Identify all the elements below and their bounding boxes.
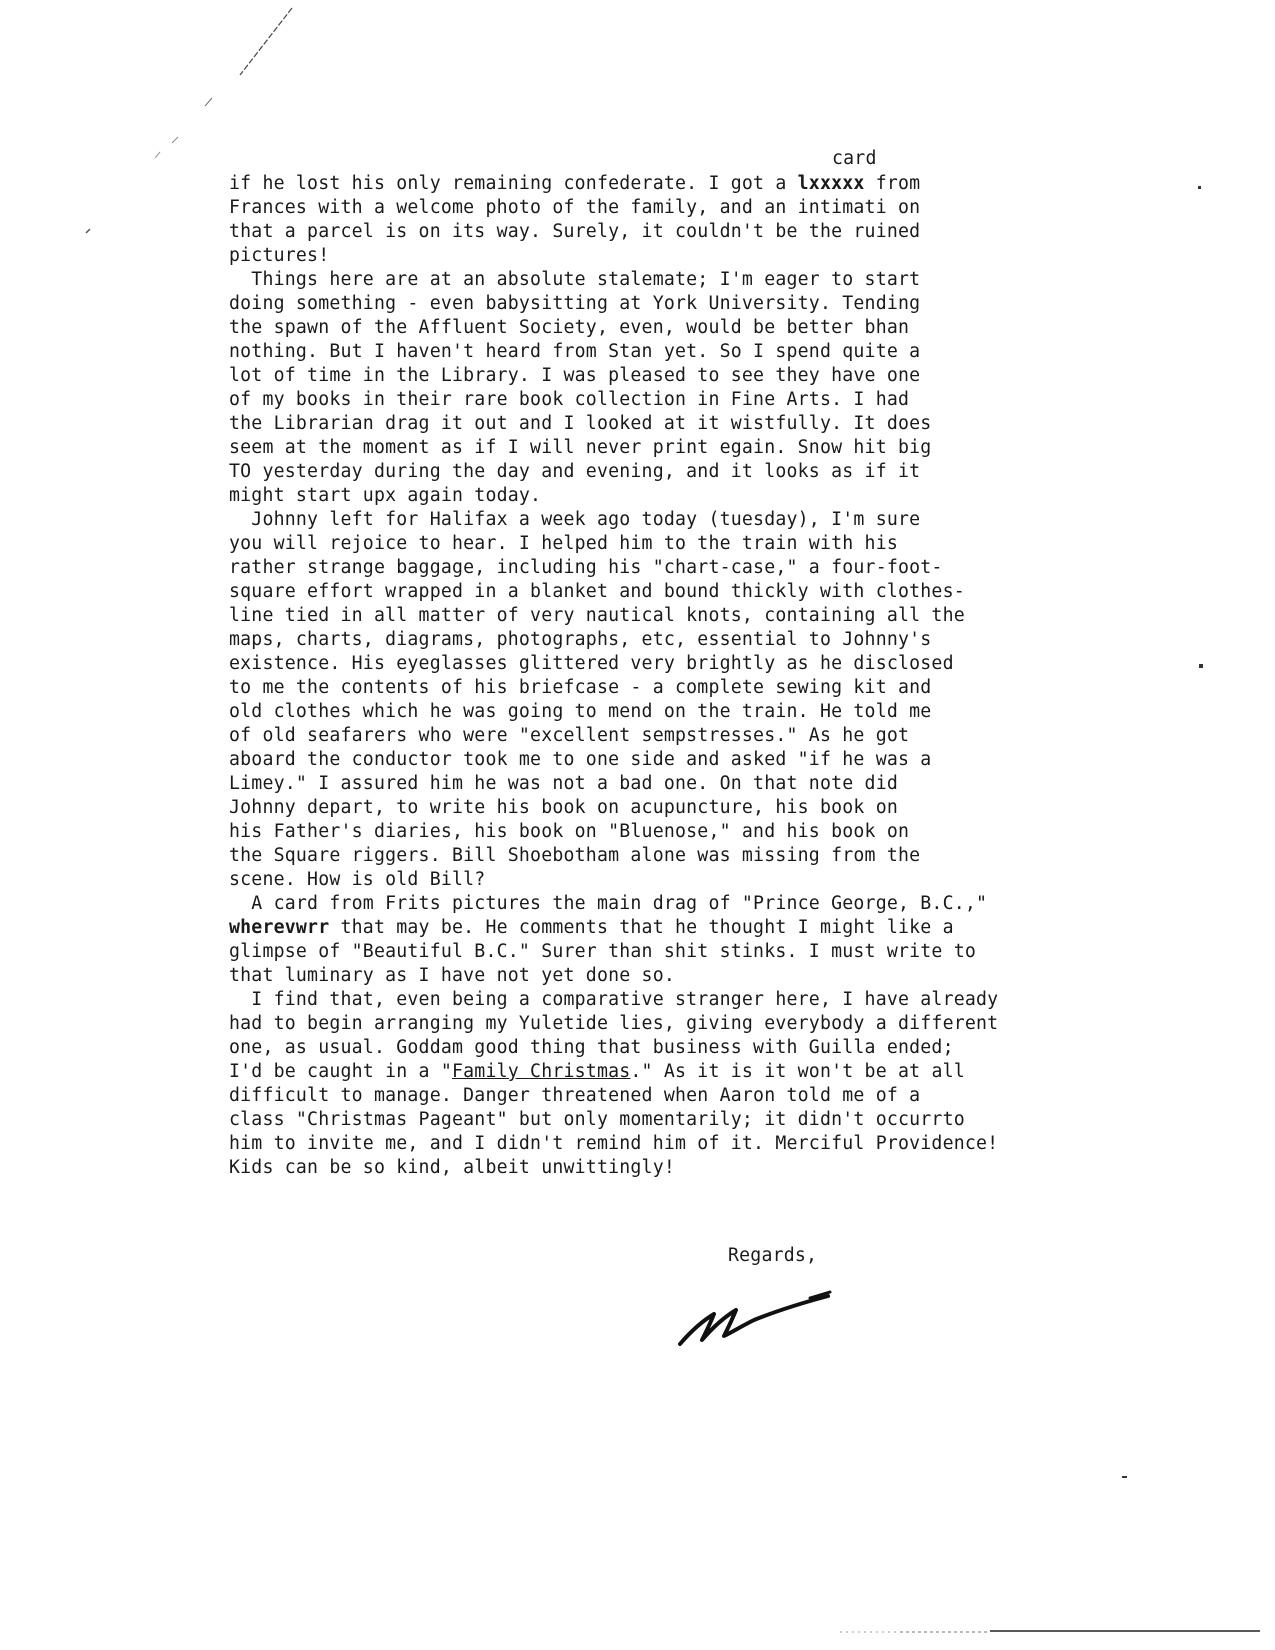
body-line: nothing. But I haven't heard from Stan yet. So I spend quite a <box>229 341 921 362</box>
struck-out-word: lxxxxx <box>797 173 865 194</box>
body-line: the spawn of the Affluent Society, even, would be better bhan <box>229 317 910 338</box>
body-line: had to begin arranging my Yuletide lies, giving everybody a different <box>229 1013 999 1034</box>
body-line: pictures! <box>229 245 330 266</box>
body-line: seem at the moment as if I will never print egain. Snow hit big <box>229 437 932 458</box>
body-line: I find that, even being a comparative stranger here, I have already <box>229 989 999 1010</box>
body-line: rather strange baggage, including his "chart-case," a four-foot- <box>229 557 943 578</box>
body-line: class "Christmas Pageant" but only momentarily; it didn't occurrto <box>229 1109 965 1130</box>
body-line: might start upx again today. <box>229 485 542 506</box>
body-line: Johnny depart, to write his book on acupuncture, his book on <box>229 797 898 818</box>
body-line: Limey." I assured him he was not a bad one. On that note did <box>229 773 898 794</box>
body-line: that a parcel is on its way. Surely, it couldn't be the ruined <box>229 221 921 242</box>
underlined-phrase: Family Christmas <box>452 1061 631 1082</box>
scan-edge-mark <box>840 1620 1260 1640</box>
body-line: maps, charts, diagrams, photographs, etc, essential to Johnny's <box>229 629 932 650</box>
margin-dot-bottom-right <box>1122 1476 1127 1478</box>
body-line: glimpse of "Beautiful B.C." Surer than shit stinks. I must write to <box>229 941 977 962</box>
body-line: Kids can be so kind, albeit unwittingly! <box>229 1157 675 1178</box>
body-line: you will rejoice to hear. I helped him to the train with his <box>229 533 898 554</box>
body-line: Things here are at an absolute stalemate; I'm eager to start <box>229 269 921 290</box>
body-line: square effort wrapped in a blanket and bound thickly with clothes- <box>229 581 965 602</box>
body-line: that luminary as I have not yet done so. <box>229 965 675 986</box>
line-text: if he lost his only remaining confederate. I got a <box>229 173 798 194</box>
body-line: of old seafarers who were "excellent sempstresses." As he got <box>229 725 910 746</box>
line-text: I'd be caught in a " <box>229 1061 452 1082</box>
body-line: difficult to manage. Danger threatened when Aaron told me of a <box>229 1085 921 1106</box>
body-line: the Square riggers. Bill Shoebotham alone was missing from the <box>229 845 921 866</box>
handwritten-signature <box>670 1280 840 1360</box>
body-line: him to invite me, and I didn't remind him of it. Merciful Providence! <box>229 1133 999 1154</box>
line-text: ." As it is it won't be at all <box>630 1061 965 1082</box>
body-line: doing something - even babysitting at York University. Tending <box>229 293 921 314</box>
card-note: card <box>832 148 877 169</box>
body-line: one, as usual. Goddam good thing that business with Guilla ended; <box>229 1037 954 1058</box>
body-line: lot of time in the Library. I was pleased to see they have one <box>229 365 921 386</box>
body-line: scene. How is old Bill? <box>229 869 486 890</box>
body-line: Johnny left for Halifax a week ago today (tuesday), I'm sure <box>229 509 921 530</box>
margin-dot-right-top <box>1198 186 1201 189</box>
body-line <box>229 172 920 196</box>
margin-dot-right-middle <box>1199 664 1203 668</box>
line-text: from <box>864 173 921 194</box>
line-text: that may be. He comments that he thought I might like a <box>329 917 954 938</box>
body-line: Frances with a welcome photo of the family, and an intimati on <box>229 197 921 218</box>
body-line: line tied in all matter of very nautical knots, containing all the <box>229 605 965 626</box>
body-line: aboard the conductor took me to one side and asked "if he was a <box>229 749 932 770</box>
body-line: old clothes which he was going to mend on the train. He told me <box>229 701 932 722</box>
body-line: TO yesterday during the day and evening, and it looks as if it <box>229 461 921 482</box>
body-line <box>229 916 954 940</box>
body-line: A card from Frits pictures the main drag of "Prince George, B.C.," <box>229 893 988 914</box>
body-line: his Father's diaries, his book on "Bluenose," and his book on <box>229 821 910 842</box>
struck-out-word: wherevwrr <box>229 917 330 938</box>
body-line: to me the contents of his briefcase - a complete sewing kit and <box>229 677 932 698</box>
body-line <box>229 1060 965 1084</box>
body-line: of my books in their rare book collection in Fine Arts. I had <box>229 389 910 410</box>
body-line: existence. His eyeglasses glittered very brightly as he disclosed <box>229 653 954 674</box>
closing-regards: Regards, <box>728 1245 818 1266</box>
body-line: the Librarian drag it out and I looked at it wistfully. It does <box>229 413 932 434</box>
